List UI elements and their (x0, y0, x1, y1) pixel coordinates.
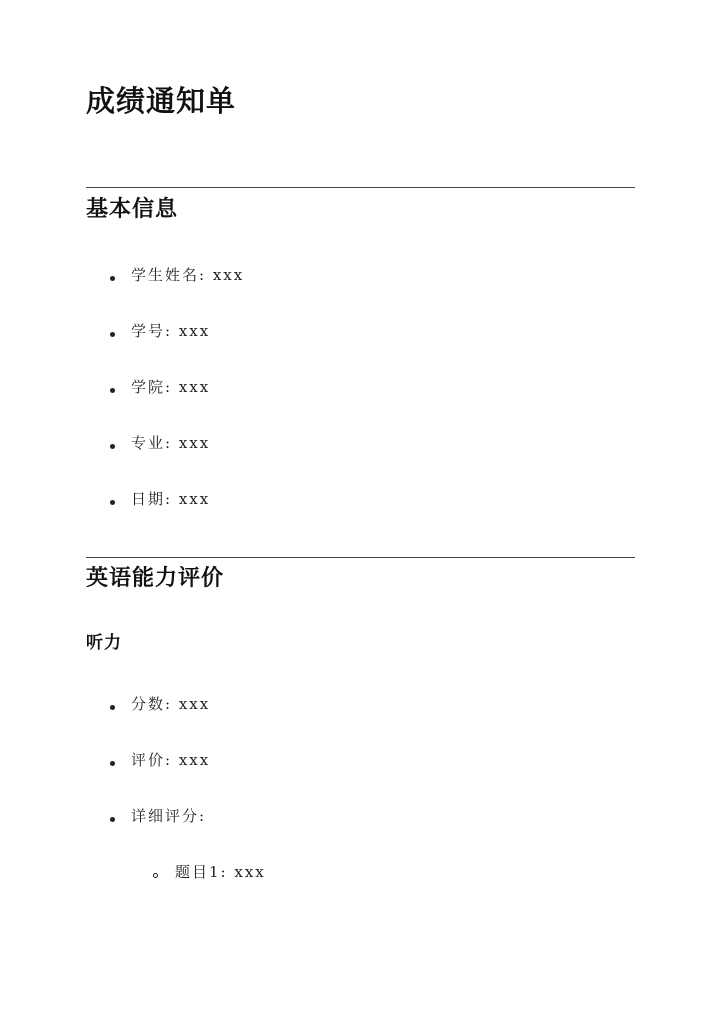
section-divider (86, 187, 635, 188)
list-item-text: 详细评分: (131, 807, 207, 825)
bullet-icon (110, 761, 115, 766)
circle-bullet-icon (153, 873, 158, 878)
list-item-text: 分数: xxx (131, 695, 211, 713)
section-divider (86, 557, 635, 558)
bullet-icon (110, 444, 115, 449)
section-heading-english-evaluation: 英语能力评价 (86, 565, 225, 591)
list-item-text: 学院: xxx (131, 378, 211, 396)
bullet-icon (110, 332, 115, 337)
bullet-icon (110, 705, 115, 710)
section-heading-basic-info: 基本信息 (86, 196, 179, 222)
bullet-icon (110, 500, 115, 505)
list-item-text: 学生姓名: xxx (131, 266, 245, 284)
list-item-text: 日期: xxx (131, 490, 211, 508)
list-item-text: 评价: xxx (131, 751, 211, 769)
bullet-icon (110, 276, 115, 281)
list-item-text: 题目1: xxx (175, 863, 266, 881)
bullet-icon (110, 388, 115, 393)
list-item-text: 专业: xxx (131, 434, 211, 452)
bullet-icon (110, 817, 115, 822)
list-item-text: 学号: xxx (131, 322, 211, 340)
subsection-heading-listening: 听力 (86, 633, 122, 653)
document-title: 成绩通知单 (86, 84, 237, 118)
